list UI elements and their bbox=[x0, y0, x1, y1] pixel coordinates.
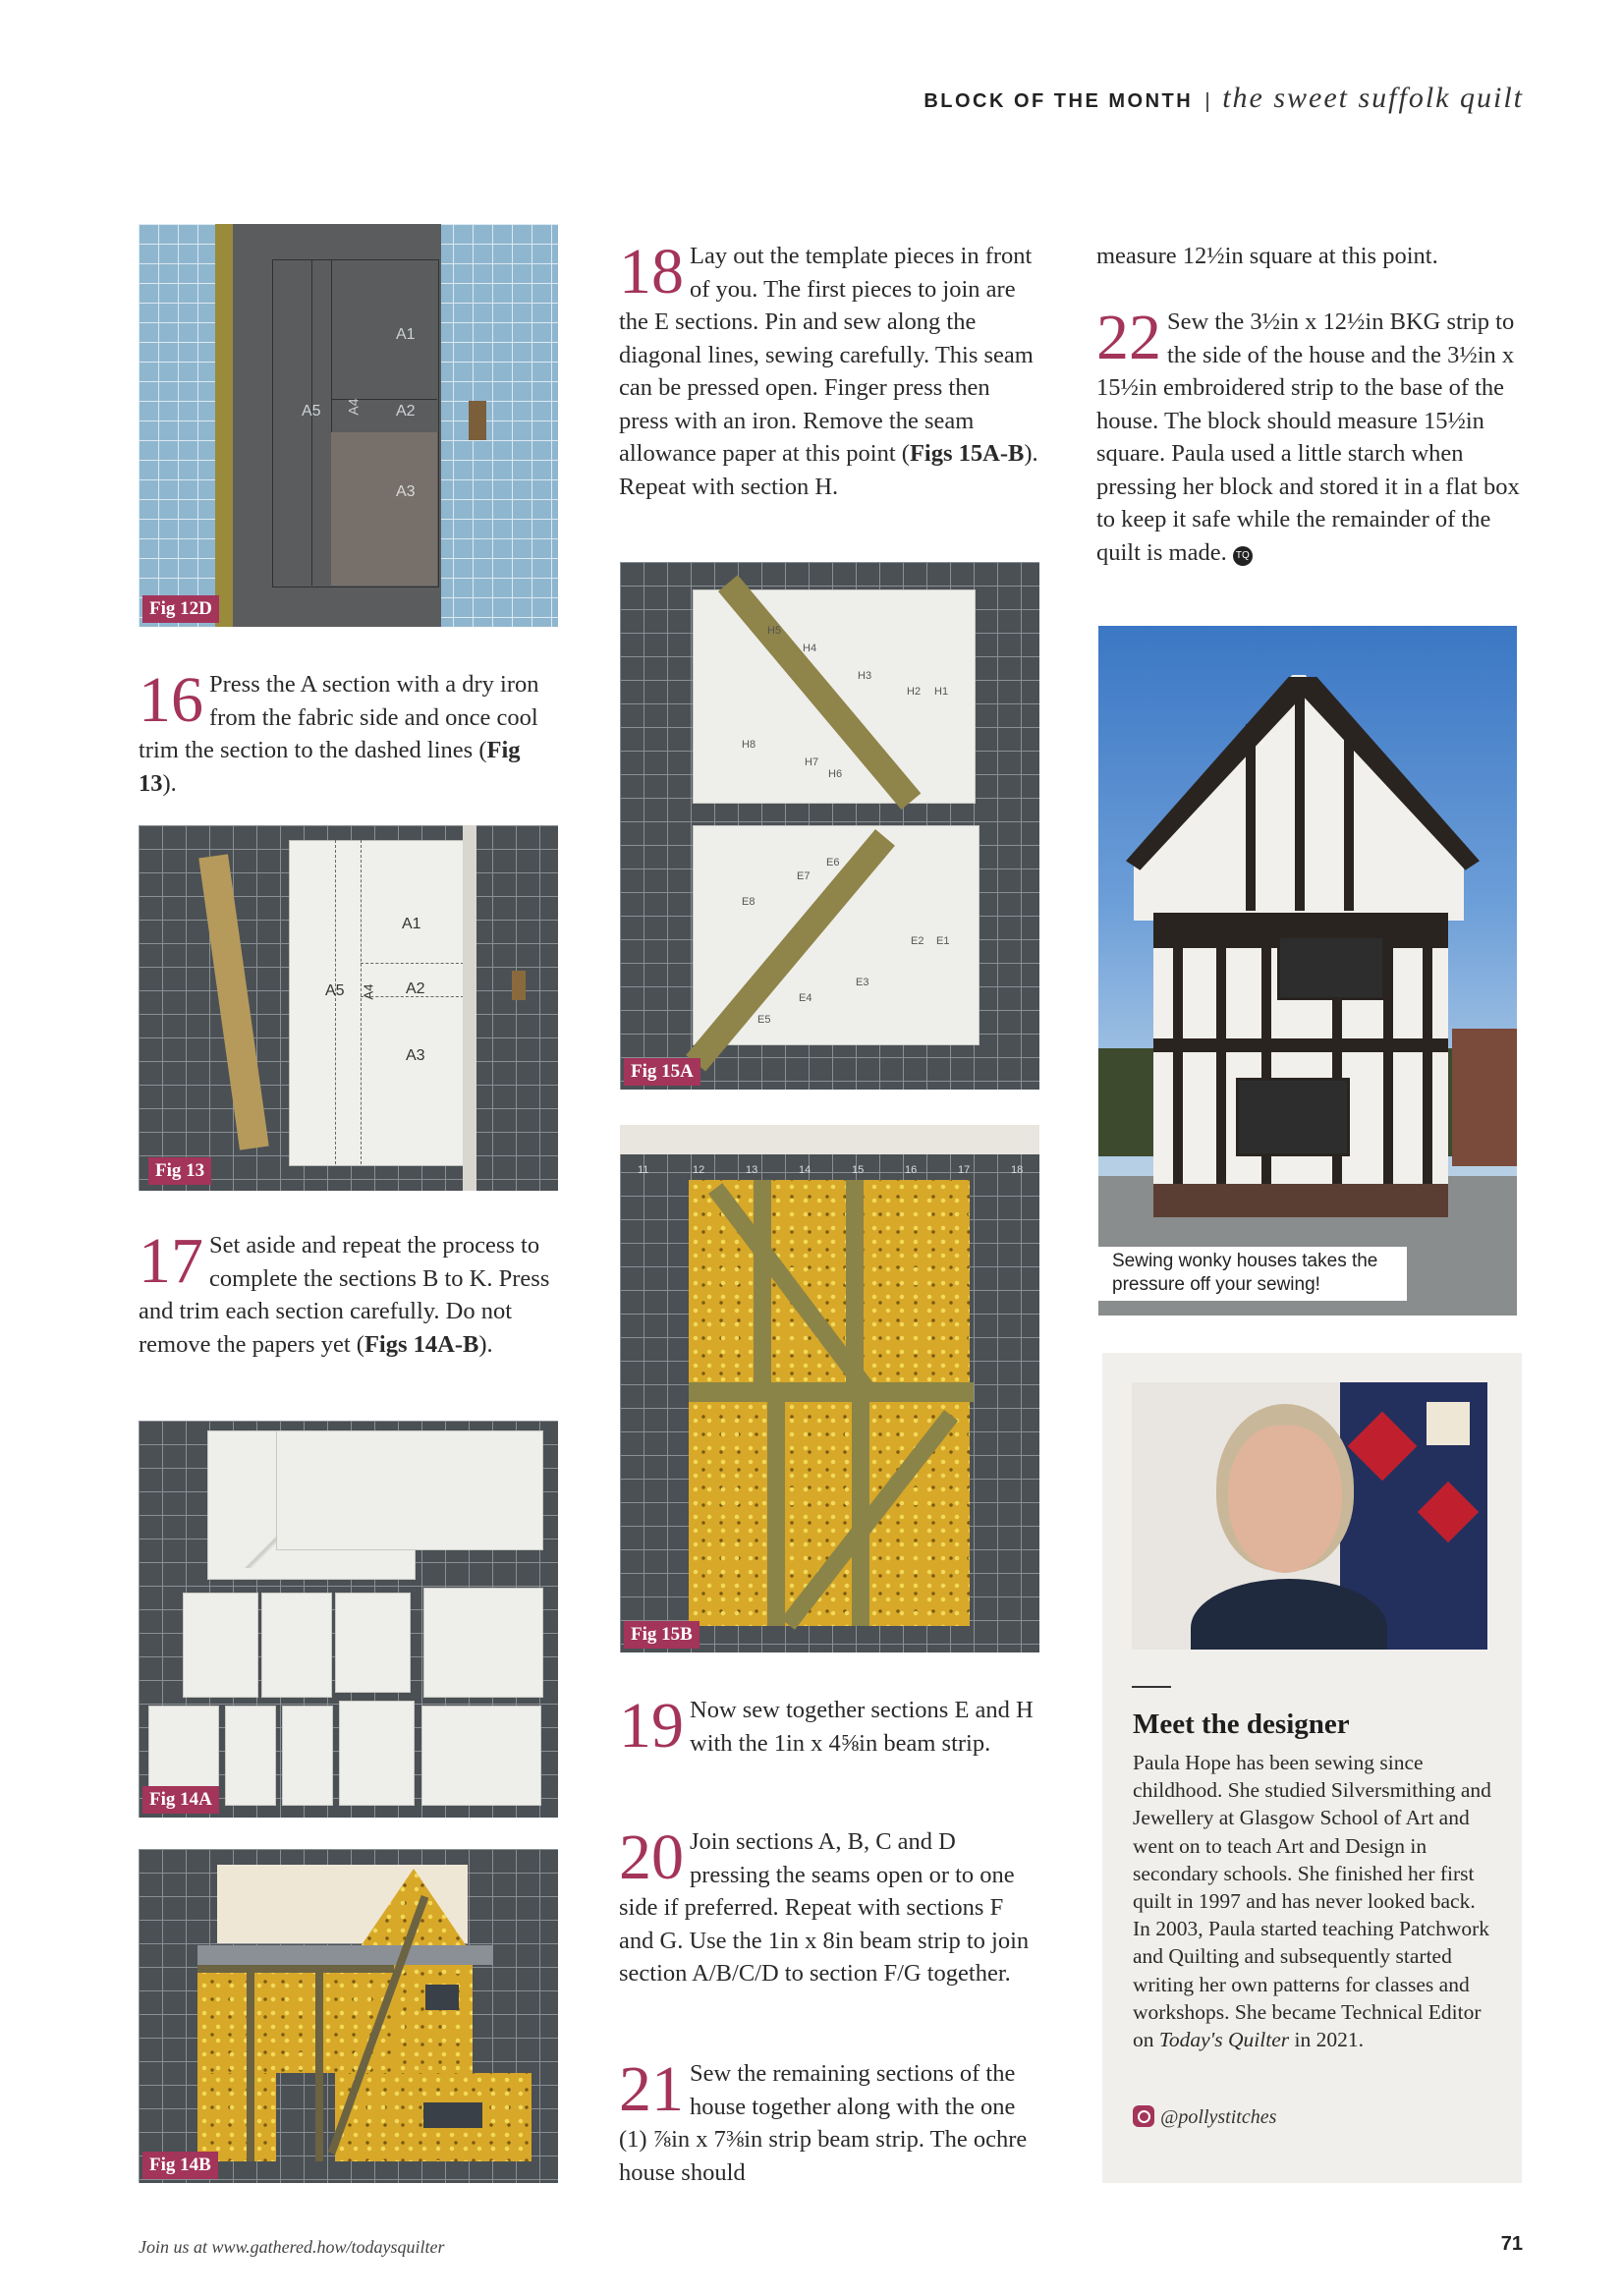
step-20 bbox=[619, 1821, 1041, 1990]
template-label: E8 bbox=[742, 896, 756, 908]
template-label: E1 bbox=[936, 935, 950, 947]
step-number: 17 bbox=[139, 1225, 203, 1297]
designer-heading: Meet the designer bbox=[1133, 1708, 1350, 1740]
step-19 bbox=[619, 1690, 1041, 1762]
template-label: H1 bbox=[934, 686, 949, 698]
template-label: A4 bbox=[345, 398, 362, 416]
designer-bio bbox=[1133, 1749, 1496, 2053]
figure-14b bbox=[139, 1849, 558, 2183]
step-text: Press the A section with a dry iron from the fabric side and once cool trim the section to the dashed lines ( bbox=[139, 671, 539, 763]
ruler-mark: 13 bbox=[746, 1164, 758, 1176]
step-17 bbox=[139, 1225, 559, 1361]
end-mark-icon: TQ bbox=[1233, 546, 1253, 566]
template-label: A2 bbox=[406, 980, 425, 997]
ruler-mark: 16 bbox=[905, 1164, 918, 1176]
step-text: Now sew together sections E and H with the 1in x 4⅝in beam strip. bbox=[690, 1697, 1034, 1757]
step-16 bbox=[139, 664, 559, 800]
step-number: 18 bbox=[619, 236, 684, 308]
template-label: E5 bbox=[757, 1014, 771, 1026]
step-text-end: ). bbox=[478, 1330, 493, 1358]
figure-15a bbox=[620, 562, 1039, 1090]
running-header bbox=[923, 82, 1524, 115]
step-text-end: ). bbox=[162, 769, 177, 797]
ruler-mark: 18 bbox=[1011, 1164, 1024, 1176]
figure-label: Fig 13 bbox=[148, 1157, 211, 1185]
figure-label: Fig 15A bbox=[624, 1058, 700, 1086]
step-21-continued bbox=[1096, 240, 1519, 273]
ruler-mark: 17 bbox=[958, 1164, 971, 1176]
template-label: H3 bbox=[858, 670, 872, 682]
step-18 bbox=[619, 236, 1041, 503]
figure-15b bbox=[620, 1125, 1039, 1652]
step-21 bbox=[619, 2053, 1041, 2189]
figure-ref: Figs 15A-B bbox=[909, 440, 1025, 467]
instagram-handle[interactable] bbox=[1133, 2105, 1276, 2129]
template-label: A1 bbox=[396, 326, 416, 343]
template-label: A4 bbox=[361, 983, 376, 1000]
template-label: H8 bbox=[742, 739, 756, 751]
ruler-mark: 15 bbox=[852, 1164, 865, 1176]
figure-label: Fig 14A bbox=[142, 1786, 219, 1814]
step-number: 16 bbox=[139, 664, 203, 736]
template-label: A2 bbox=[396, 403, 416, 420]
figure-label: Fig 12D bbox=[142, 595, 219, 623]
header-divider bbox=[1206, 92, 1208, 112]
step-22 bbox=[1096, 302, 1521, 569]
page-number: 71 bbox=[1500, 2233, 1523, 2255]
step-number: 20 bbox=[619, 1821, 684, 1893]
step-number: 22 bbox=[1096, 302, 1161, 373]
instagram-text: @pollystitches bbox=[1160, 2106, 1277, 2128]
step-text-end: ). Repeat with section H. bbox=[619, 440, 1038, 500]
figure-label: Fig 15B bbox=[624, 1621, 700, 1649]
ruler-mark: 11 bbox=[638, 1164, 649, 1176]
step-text: Lay out the template pieces in front of you. The first pieces to join are the E sections. Pin and sew along the diagonal lines, sewing carefully. This seam can be pressed open. Finger press then press with an iron. Remove the seam allowance paper at this point ( bbox=[619, 243, 1034, 467]
template-label: E6 bbox=[826, 857, 840, 868]
figure-label: Fig 14B bbox=[142, 2152, 218, 2179]
template-label: A3 bbox=[396, 483, 416, 500]
instagram-icon bbox=[1133, 2105, 1154, 2127]
bio-text: Paula Hope has been sewing since childhood. She studied Silversmithing and Jewellery at Glasgow School of Art and went on to teach Art and Design in secondary schools. She finished her first quilt in 1997 and has never looked back. In 2003, Paula started teaching Patchwork and Quilting and subsequently started writing her own patterns for classes and workshops. She became Technical Editor on bbox=[1133, 1751, 1491, 2052]
template-label: E4 bbox=[799, 992, 812, 1004]
template-label: A5 bbox=[302, 403, 321, 420]
figure-13 bbox=[139, 825, 558, 1191]
footer-link[interactable]: Join us at www.gathered.how/todaysquilter bbox=[139, 2237, 445, 2257]
template-label: H6 bbox=[828, 768, 843, 780]
photo-caption: Sewing wonky houses takes the pressure off your sewing! bbox=[1098, 1247, 1407, 1301]
template-label: H7 bbox=[805, 756, 819, 768]
house-photo bbox=[1098, 626, 1517, 1316]
template-label: E3 bbox=[856, 977, 869, 988]
figure-14a bbox=[139, 1421, 558, 1818]
bio-text-end: in 2021. bbox=[1289, 2028, 1364, 2052]
designer-panel bbox=[1102, 1353, 1522, 2183]
series-title: the sweet suffolk quilt bbox=[1222, 82, 1524, 114]
template-label: H4 bbox=[803, 643, 817, 654]
template-label: A5 bbox=[325, 982, 345, 999]
step-text: Join sections A, B, C and D pressing the seams open or to one side if preferred. Repeat with sections F and G. Use the 1in x 8in beam strip to join section A/B/C/D to section F/G together. bbox=[619, 1828, 1030, 1987]
divider-arrow-icon bbox=[1132, 1686, 1171, 1688]
step-text: Sew the remaining sections of the house together along with the one (1) ⅞in x 7⅜in strip beam strip. The ochre house should bbox=[619, 2060, 1028, 2186]
figure-ref: Figs 14A-B bbox=[364, 1330, 479, 1358]
ruler-mark: 12 bbox=[693, 1164, 705, 1176]
template-label: A3 bbox=[406, 1047, 425, 1064]
template-label: H2 bbox=[907, 686, 922, 698]
section-name: BLOCK OF THE MONTH bbox=[923, 90, 1194, 112]
step-text: measure 12½in square at this point. bbox=[1096, 243, 1438, 269]
step-number: 19 bbox=[619, 1690, 684, 1762]
designer-portrait bbox=[1132, 1382, 1487, 1650]
figure-12d bbox=[139, 224, 558, 627]
figure-ref: Fig 13 bbox=[139, 737, 521, 797]
ruler-mark: 14 bbox=[799, 1164, 812, 1176]
template-label: H5 bbox=[767, 625, 782, 637]
step-text: Set aside and repeat the process to complete the sections B to K. Press and trim each section carefully. Do not remove the papers yet ( bbox=[139, 1232, 550, 1358]
step-text: Sew the 3½in x 12½in BKG strip to the side of the house and the 3½in x 15½in embroidered strip to the base of the house. The block should measure 15½in square. Paula used a little starch when pressing her block and stored it in a flat box to keep it safe while the remainder of the quilt is made. bbox=[1096, 308, 1520, 566]
template-label: E7 bbox=[797, 870, 811, 882]
template-label: A1 bbox=[402, 916, 421, 932]
template-label: E2 bbox=[911, 935, 924, 947]
bio-magazine: Today's Quilter bbox=[1158, 2028, 1290, 2052]
step-number: 21 bbox=[619, 2053, 684, 2125]
